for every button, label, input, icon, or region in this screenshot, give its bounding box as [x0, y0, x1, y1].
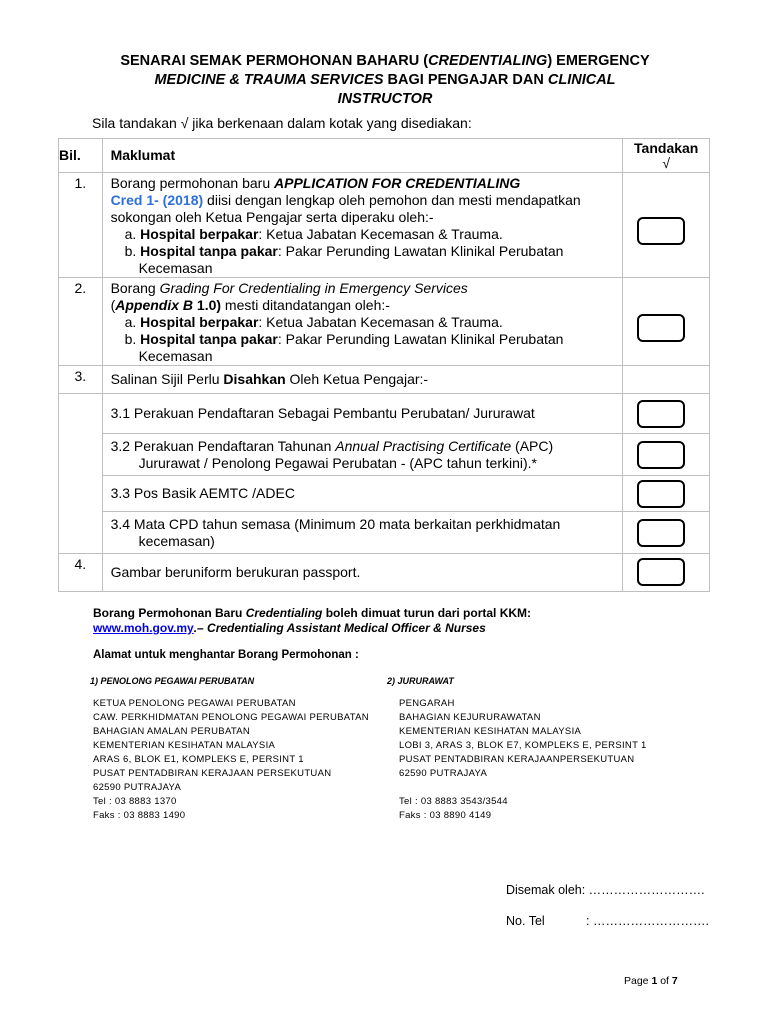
moh-portal-link[interactable]: www.moh.gov.my [93, 621, 194, 635]
checkbox-item-3-4[interactable] [637, 519, 685, 547]
table-row: 3.3 Pos Basik AEMTC /ADEC [59, 476, 710, 512]
table-row: 3.1 Perakuan Pendaftaran Sebagai Pembantu Perubatan/ Jururawat [59, 394, 710, 434]
address-line: 62590 PUTRAJAYA [399, 768, 488, 779]
instruction-text: Sila tandakan √ jika berkenaan dalam kotak yang disediakan: [92, 115, 472, 131]
address-line: KEMENTERIAN KESIHATAN MALAYSIA [93, 740, 276, 751]
checkbox-item-1[interactable] [637, 217, 685, 245]
header-bil: Bil. [59, 139, 103, 173]
checked-by-line: Disemak oleh: ………………………. [506, 883, 705, 897]
address-line: ARAS 6, BLOK E1, KOMPLEKS E, PERSINT 1 [93, 754, 304, 765]
checkbox-item-3-3[interactable] [637, 480, 685, 508]
address-line: BAHAGIAN KEJURURAWATAN [399, 712, 541, 723]
download-note: Borang Permohonan Baru Credentialing boleh dimuat turun dari portal KKM: www.moh.gov.my.– Credentialing Assistant Medical Officer & Nurses [93, 606, 532, 635]
address-line: LOBI 3, ARAS 3, BLOK E7, KOMPLEKS E, PERSINT 1 [399, 740, 647, 751]
table-row: 3.2 Perakuan Pendaftaran Tahunan Annual Practising Certificate (APC) Jururawat / Penolong Pegawai Perubatan - (APC tahun terkini).* [59, 434, 710, 476]
checkbox-item-4[interactable] [637, 558, 685, 586]
tel-line: No. Tel : ………………………. [506, 914, 709, 928]
header-maklumat: Maklumat [102, 139, 623, 173]
table-header-row [59, 139, 710, 173]
title-line-1: SENARAI SEMAK PERMOHONAN BAHARU (CREDENTIALING) EMERGENCY [120, 53, 650, 69]
table-row: 4. Gambar beruniform berukuran passport. [59, 554, 710, 592]
address-1-title: 1) PENOLONG PEGAWAI PERUBATAN [90, 676, 255, 686]
title-line-3: INSTRUCTOR [337, 91, 433, 107]
page-number: Page 1 of 7 [624, 975, 678, 987]
address-line: Tel : 03 8883 1370 [93, 796, 177, 807]
address-1-block [93, 697, 369, 823]
checkbox-item-2[interactable] [637, 314, 685, 342]
address-line: Faks : 03 8890 4149 [399, 810, 492, 821]
address-line [399, 781, 647, 795]
address-line: KETUA PENOLONG PEGAWAI PERUBATAN [93, 698, 296, 709]
address-2-block [399, 697, 647, 823]
address-line: PENGARAH [399, 698, 455, 709]
checklist-table [58, 138, 710, 592]
table-row: 3. Salinan Sijil Perlu Disahkan Oleh Ketua Pengajar:- [59, 366, 710, 394]
tick-symbol: √ [662, 155, 671, 171]
address-line: KEMENTERIAN KESIHATAN MALAYSIA [399, 726, 582, 737]
address-line: PUSAT PENTADBIRAN KERAJAAN PERSEKUTUAN [93, 768, 332, 779]
address-line: Tel : 03 8883 3543/3544 [399, 796, 508, 807]
address-line: CAW. PERKHIDMATAN PENOLONG PEGAWAI PERUBATAN [93, 712, 369, 723]
checkbox-item-3-2[interactable] [637, 441, 685, 469]
address-2-title: 2) JURURAWAT [387, 676, 454, 686]
address-line: BAHAGIAN AMALAN PERUBATAN [93, 726, 251, 737]
checkbox-item-3-1[interactable] [637, 400, 685, 428]
document-title [60, 52, 710, 109]
address-line: Faks : 03 8883 1490 [93, 810, 186, 821]
table-row: 3.4 Mata CPD tahun semasa (Minimum 20 mata berkaitan perkhidmatan kecemasan) [59, 512, 710, 554]
address-heading: Alamat untuk menghantar Borang Permohonan : [93, 649, 359, 661]
title-line-2: MEDICINE & TRAUMA SERVICES BAGI PENGAJAR DAN CLINICAL [154, 72, 616, 88]
header-tandakan: Tandakan √ [623, 139, 710, 173]
table-row: 2. Borang Grading For Credentialing in Emergency Services (Appendix B 1.0) mesti ditandatangan oleh:- a. Hospital berpakar: Ketua Jabatan Kecemasan & Trauma. b. Hospital tanpa pakar: Pakar Perunding Lawatan Klinikal Perubatan Kecemasan [59, 278, 710, 366]
table-row: 1. Borang permohonan baru APPLICATION FOR CREDENTIALING Cred 1- (2018) diisi dengan lengkap oleh pemohon dan mesti mendapatkan sokongan oleh Ketua Pengajar serta diperaku oleh:- a. Hospital berpakar: Ketua Jabatan Kecemasan & Trauma. b. Hospital tanpa pakar: Pakar Perunding Lawatan Klinikal Perubatan Kecemasan [59, 173, 710, 278]
address-line: PUSAT PENTADBIRAN KERAJAANPERSEKUTUAN [399, 754, 635, 765]
address-line: 62590 PUTRAJAYA [93, 782, 182, 793]
